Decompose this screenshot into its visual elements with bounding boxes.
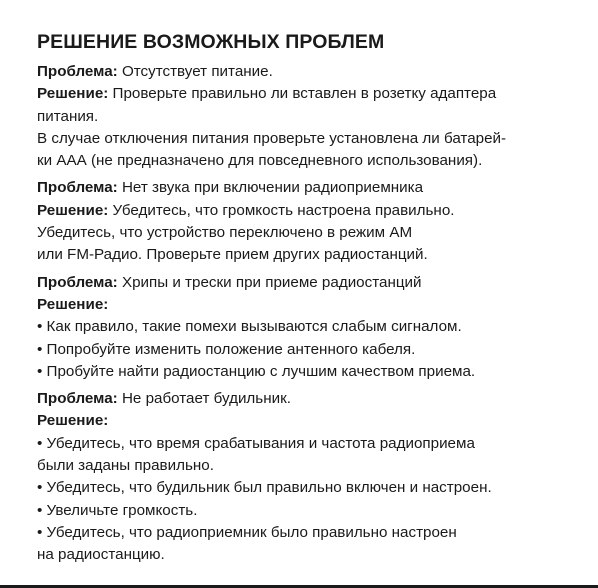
text-line	[37, 83, 582, 105]
text-line	[37, 522, 582, 544]
text-line	[37, 410, 582, 432]
text-line	[37, 477, 582, 499]
text-line	[37, 128, 582, 150]
problem-section	[37, 177, 582, 266]
text-line	[37, 316, 582, 338]
line-text: Не работает будильник.	[117, 390, 291, 408]
line-text: • Попробуйте изменить положение антенного кабеля.	[37, 340, 416, 358]
text-line	[37, 106, 582, 128]
troubleshooting-sections	[37, 61, 582, 567]
line-text: питания.	[37, 107, 99, 125]
text-line	[37, 177, 582, 199]
line-text: • Как правило, такие помехи вызываются слабым сигналом.	[37, 318, 462, 336]
problem-section	[37, 272, 582, 383]
line-text: Убедитесь, что устройство переключено в режим AM	[37, 224, 413, 242]
text-line	[37, 200, 582, 222]
line-label: Решение:	[37, 201, 109, 219]
line-text: или FM-Радио. Проверьте прием других радиостанций.	[37, 246, 428, 264]
line-text: • Пробуйте найти радиостанцию с лучшим качеством приема.	[37, 362, 476, 380]
line-text: Хрипы и трески при приеме радиостанций	[117, 273, 422, 291]
text-line	[37, 150, 582, 172]
text-line	[37, 61, 582, 83]
line-text: Убедитесь, что громкость настроена правильно.	[108, 201, 455, 219]
problem-section	[37, 388, 582, 566]
text-line	[37, 388, 582, 410]
text-line	[37, 222, 582, 244]
line-label: Решение:	[37, 85, 109, 103]
line-label: Решение:	[37, 412, 109, 430]
text-line	[37, 339, 582, 361]
line-label: Проблема:	[37, 63, 118, 80]
text-line	[37, 500, 582, 522]
line-text: были заданы правильно.	[37, 457, 214, 475]
line-text: В случае отключения питания проверьте установлена ли батарей-	[37, 129, 507, 147]
line-label: Решение:	[37, 295, 109, 313]
text-line	[37, 455, 582, 477]
problem-section	[37, 61, 582, 172]
line-label: Проблема:	[37, 390, 118, 408]
line-text: Проверьте правильно ли вставлен в розетку адаптера	[108, 85, 497, 103]
line-text: • Убедитесь, что время срабатывания и частота радиоприема	[37, 434, 475, 452]
line-text: на радиостанцию.	[37, 546, 165, 564]
line-text: ки ААА (не предназначено для повседневного использования).	[37, 152, 483, 170]
line-text: Отсутствует питание.	[117, 63, 273, 80]
line-text: • Увеличьте громкость.	[37, 501, 198, 519]
line-text: Нет звука при включении радиоприемника	[117, 179, 424, 197]
line-label: Проблема:	[37, 273, 118, 291]
line-text: • Убедитесь, что будильник был правильно включен и настроен.	[37, 479, 492, 497]
text-line	[37, 544, 582, 566]
text-line	[37, 433, 582, 455]
line-text: • Убедитесь, что радиоприемник было правильно настроен	[37, 523, 457, 541]
text-line	[37, 294, 582, 316]
text-line	[37, 361, 582, 383]
text-line	[37, 244, 582, 266]
text-line	[37, 272, 582, 294]
line-label: Проблема:	[37, 179, 118, 197]
page-title: РЕШЕНИЕ ВОЗМОЖНЫХ ПРОБЛЕМ	[37, 31, 385, 53]
troubleshooting-page	[37, 30, 582, 572]
